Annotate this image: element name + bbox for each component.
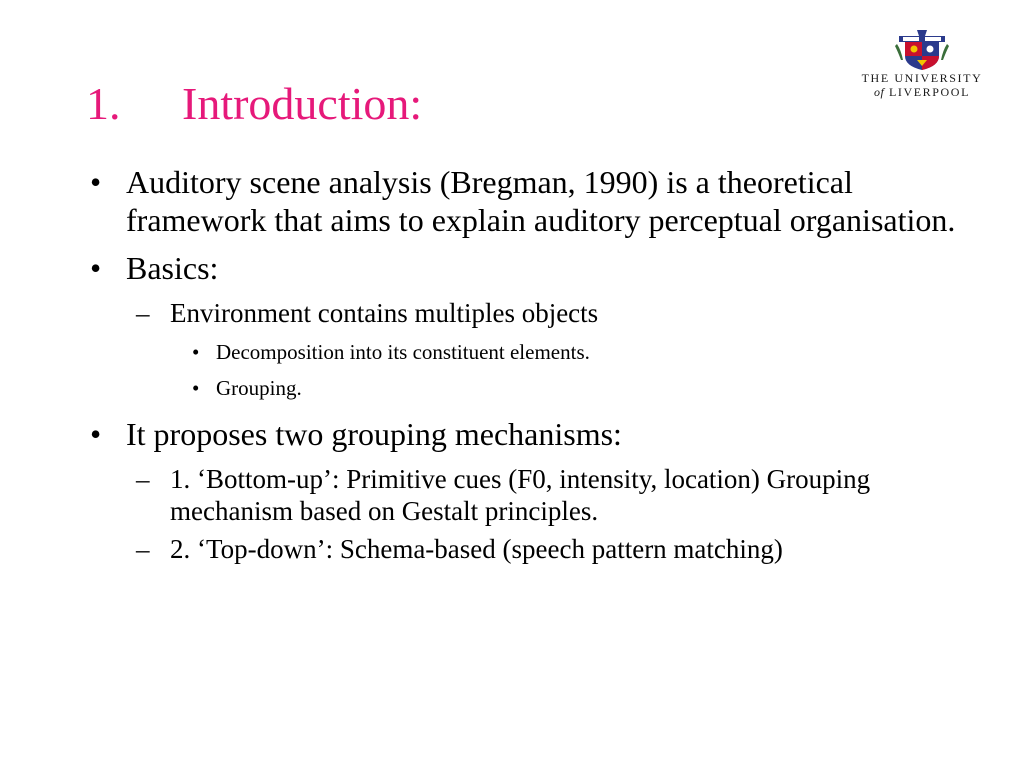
title-text: Introduction:	[182, 78, 423, 129]
sub-bullet-text: Environment contains multiples objects	[170, 298, 599, 328]
title-number: 1.	[86, 78, 121, 129]
bullet-marker: •	[90, 250, 102, 286]
dash-marker: –	[136, 298, 150, 328]
logo-of: of	[873, 85, 885, 99]
sub-sub-bullet-grouping	[90, 375, 990, 401]
bullet-marker: •	[192, 340, 200, 364]
sub-bullet-top-down	[90, 533, 990, 565]
sub-bullet-text: 1. ‘Bottom-up’: Primitive cues (F0, intensity, location) Grouping mechanism based on Gestalt principles.	[170, 464, 871, 526]
logo-liverpool: LIVERPOOL	[888, 85, 970, 99]
dash-marker: –	[136, 464, 150, 494]
logo-line-university: THE UNIVERSITY	[861, 71, 983, 85]
university-crest-icon	[895, 30, 949, 70]
sub-bullet-environment	[90, 297, 990, 329]
bullet-text: It proposes two grouping mechanisms:	[126, 416, 622, 452]
sub-sub-bullet-decomposition	[90, 339, 990, 365]
bullet-text: Auditory scene analysis (Bregman, 1990) is a theoretical framework that aims to explain auditory perceptual organisation.	[126, 164, 956, 238]
logo-line-liverpool	[858, 85, 986, 99]
sub-sub-bullet-text: Grouping.	[216, 376, 302, 400]
university-logo	[858, 30, 986, 100]
slide-title	[86, 76, 422, 132]
bullet-marker: •	[90, 416, 102, 452]
bullet-grouping-mechanisms	[90, 415, 990, 453]
sub-bullet-bottom-up	[90, 463, 990, 527]
bullet-basics	[90, 249, 990, 287]
sub-sub-bullet-text: Decomposition into its constituent elements.	[216, 340, 590, 364]
bullet-auditory-scene-analysis	[90, 163, 990, 239]
bullet-marker: •	[90, 164, 102, 200]
dash-marker: –	[136, 534, 150, 564]
slide-body	[90, 163, 990, 571]
bullet-text: Basics:	[126, 250, 219, 286]
bullet-marker: •	[192, 376, 200, 400]
sub-bullet-text: 2. ‘Top-down’: Schema-based (speech pattern matching)	[170, 534, 783, 564]
